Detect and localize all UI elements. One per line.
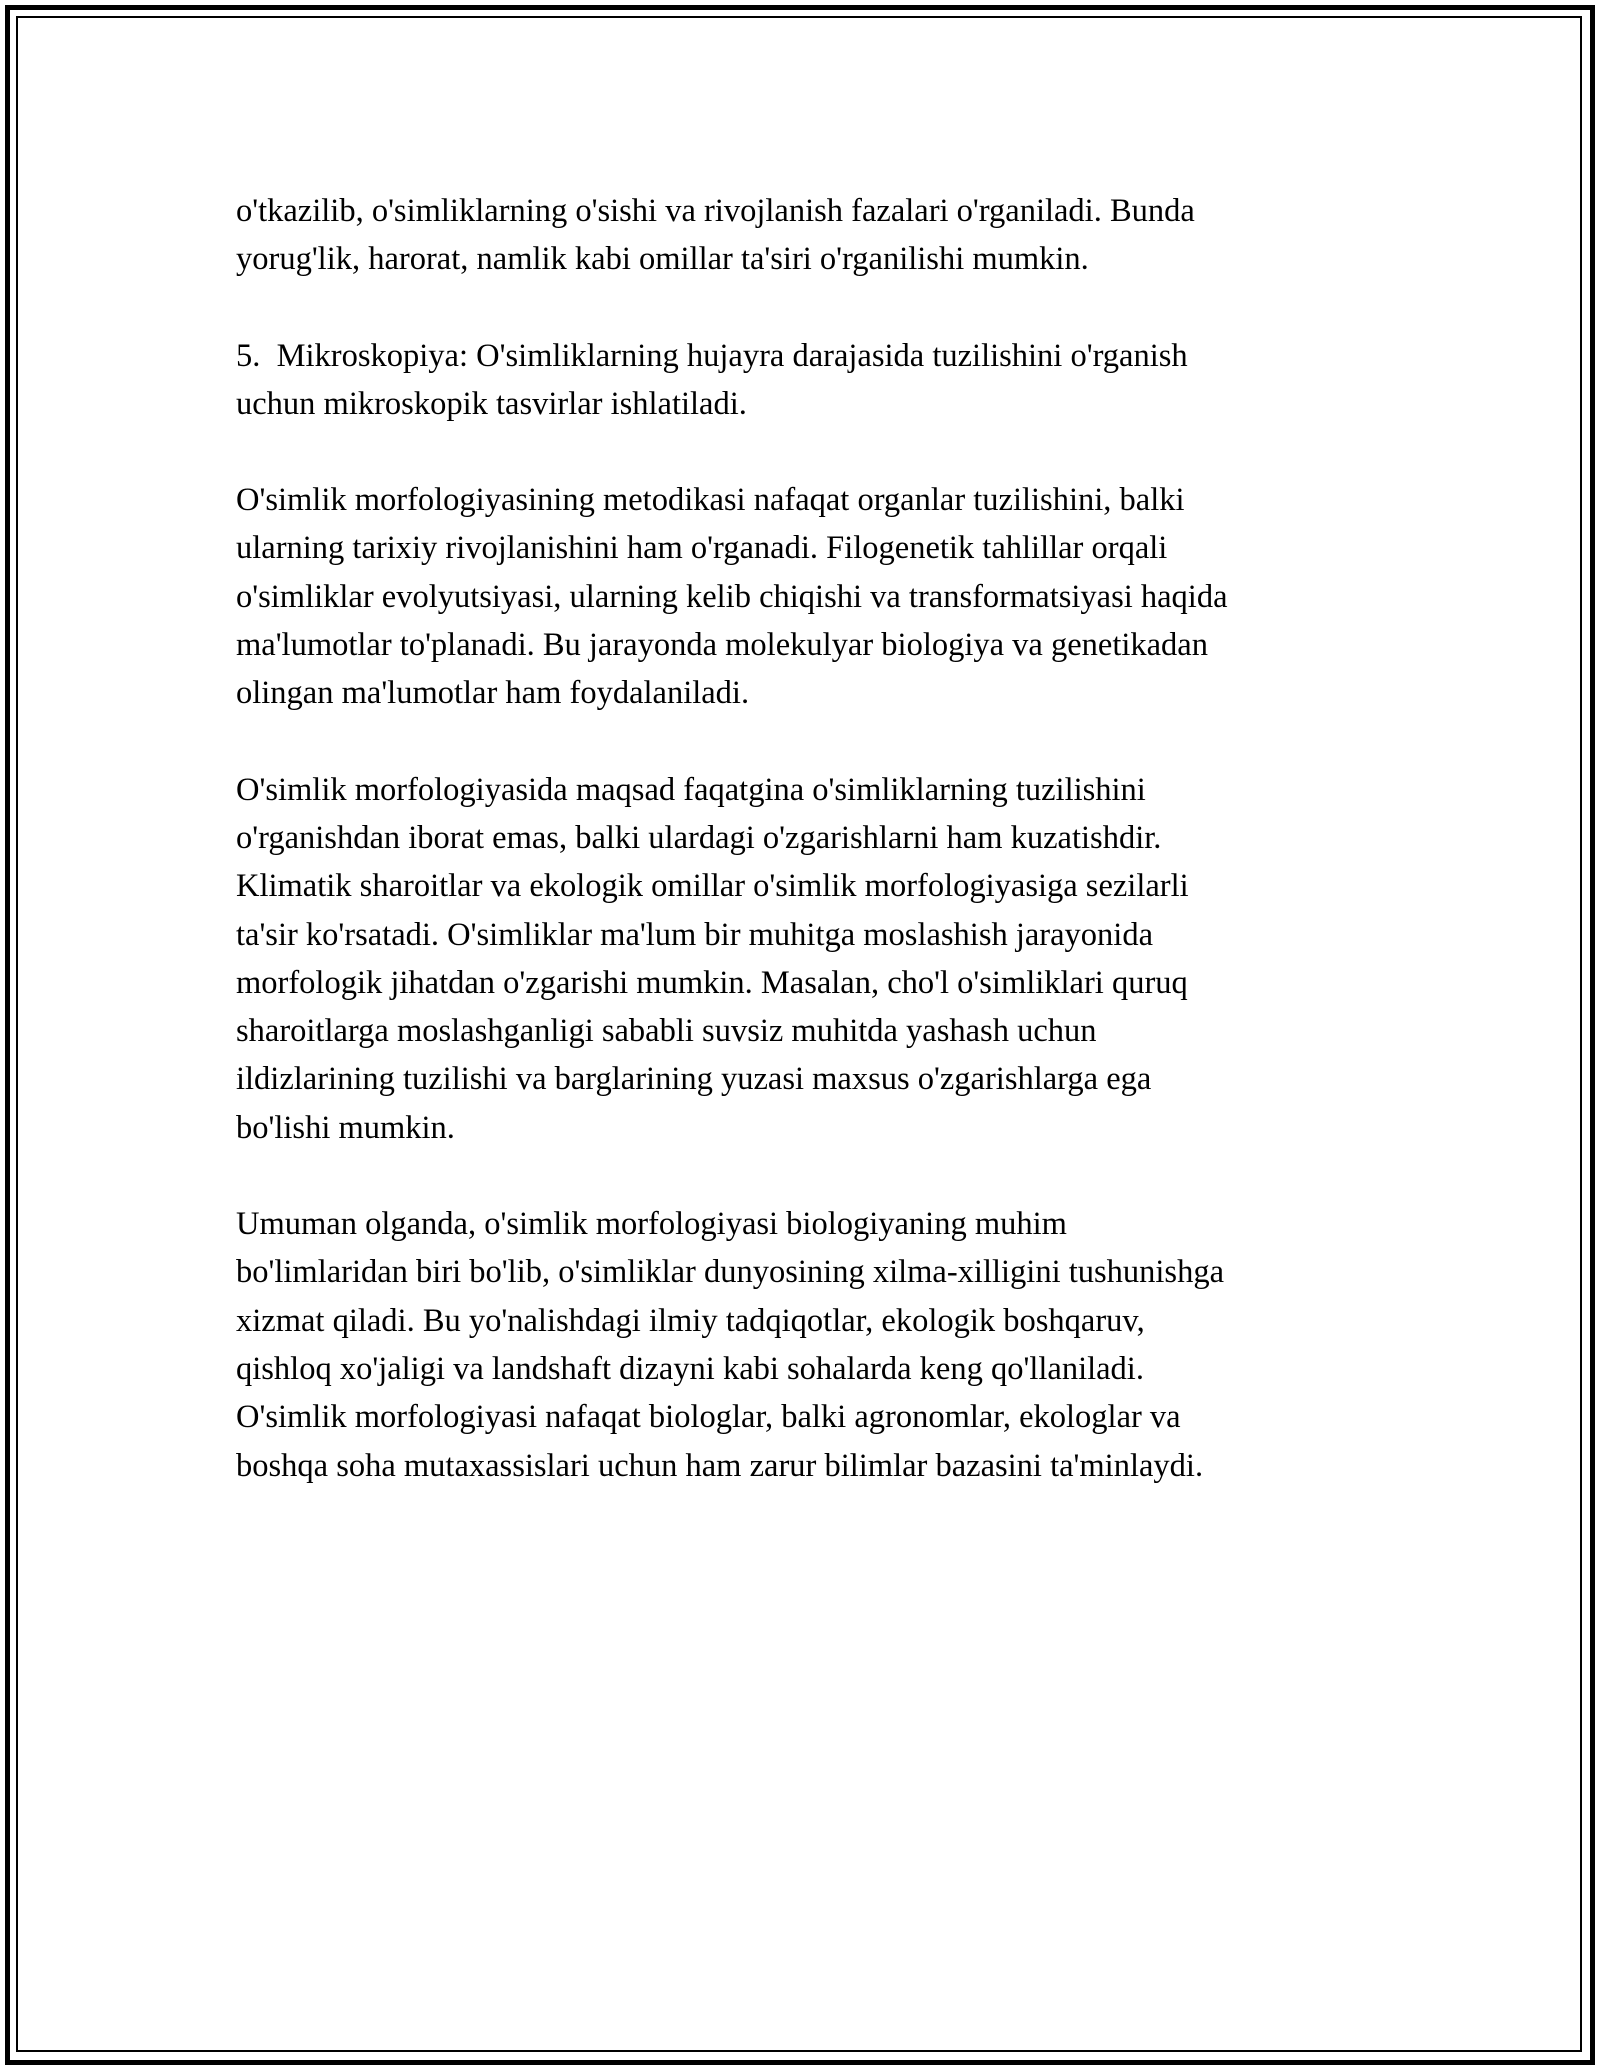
text-line: O'simlik morfologiyasida maqsad faqatgina o'simliklarning tuzilishini — [236, 771, 1146, 808]
text-line: uchun mikroskopik tasvirlar ishlatiladi. — [236, 385, 747, 422]
paragraph-adaptation — [236, 766, 1366, 1152]
text-line: o'rganishdan iborat emas, balki ulardagi o'zgarishlarni ham kuzatishdir. — [236, 819, 1162, 856]
text-line: ularning tarixiy rivojlanishini ham o'rganadi. Filogenetik tahlillar orqali — [236, 530, 1168, 567]
text-line: o'simliklar evolyutsiyasi, ularning kelib chiqishi va transformatsiyasi haqida — [236, 578, 1228, 615]
text-line: yorug'lik, harorat, namlik kabi omillar ta'siri o'rganilishi mumkin. — [236, 241, 1089, 278]
paragraph-growth-phases — [236, 187, 1366, 284]
text-line: ildizlarining tuzilishi va barglarining yuzasi maxsus o'zgarishlarga ega — [236, 1061, 1152, 1098]
text-line: o'tkazilib, o'simliklarning o'sishi va rivojlanish fazalari o'rganiladi. Bunda — [236, 193, 1195, 229]
paragraph-microscopy — [236, 332, 1366, 429]
text-line: bo'lishi mumkin. — [236, 1109, 455, 1146]
text-line: Umuman olganda, o'simlik morfologiyasi biologiyaning muhim — [236, 1206, 1067, 1243]
text-line: ta'sir ko'rsatadi. O'simliklar ma'lum bir muhitga moslashish jarayonida — [236, 916, 1154, 953]
text-line: olingan ma'lumotlar ham foydalaniladi. — [236, 675, 750, 712]
document-body — [236, 187, 1366, 1538]
text-line: 5. Mikroskopiya: O'simliklarning hujayra darajasida tuzilishini o'rganish — [236, 337, 1188, 374]
text-line: bo'limlaridan biri bo'lib, o'simliklar dunyosining xilma-xilligini tushunishga — [236, 1254, 1224, 1291]
text-line: sharoitlarga moslashganligi sababli suvsiz muhitda yashash uchun — [236, 1013, 1097, 1050]
text-line: O'simlik morfologiyasining metodikasi nafaqat organlar tuzilishini, balki — [236, 482, 1185, 519]
text-line: ma'lumotlar to'planadi. Bu jarayonda molekulyar biologiya va genetikadan — [236, 627, 1208, 664]
paragraph-methodology — [236, 476, 1366, 717]
text-line: O'simlik morfologiyasi nafaqat biologlar, balki agronomlar, ekologlar va — [236, 1399, 1181, 1436]
text-line: xizmat qiladi. Bu yo'nalishdagi ilmiy tadqiqotlar, ekologik boshqaruv, — [236, 1302, 1145, 1339]
text-line: boshqa soha mutaxassislari uchun ham zarur bilimlar bazasini ta'minlaydi. — [236, 1447, 1204, 1484]
text-line: Klimatik sharoitlar va ekologik omillar o'simlik morfologiyasiga sezilarli — [236, 868, 1189, 905]
paragraph-conclusion — [236, 1200, 1366, 1490]
text-line: qishloq xo'jaligi va landshaft dizayni kabi sohalarda keng qo'llaniladi. — [236, 1350, 1144, 1387]
text-line: morfologik jihatdan o'zgarishi mumkin. Masalan, cho'l o'simliklari quruq — [236, 964, 1188, 1001]
